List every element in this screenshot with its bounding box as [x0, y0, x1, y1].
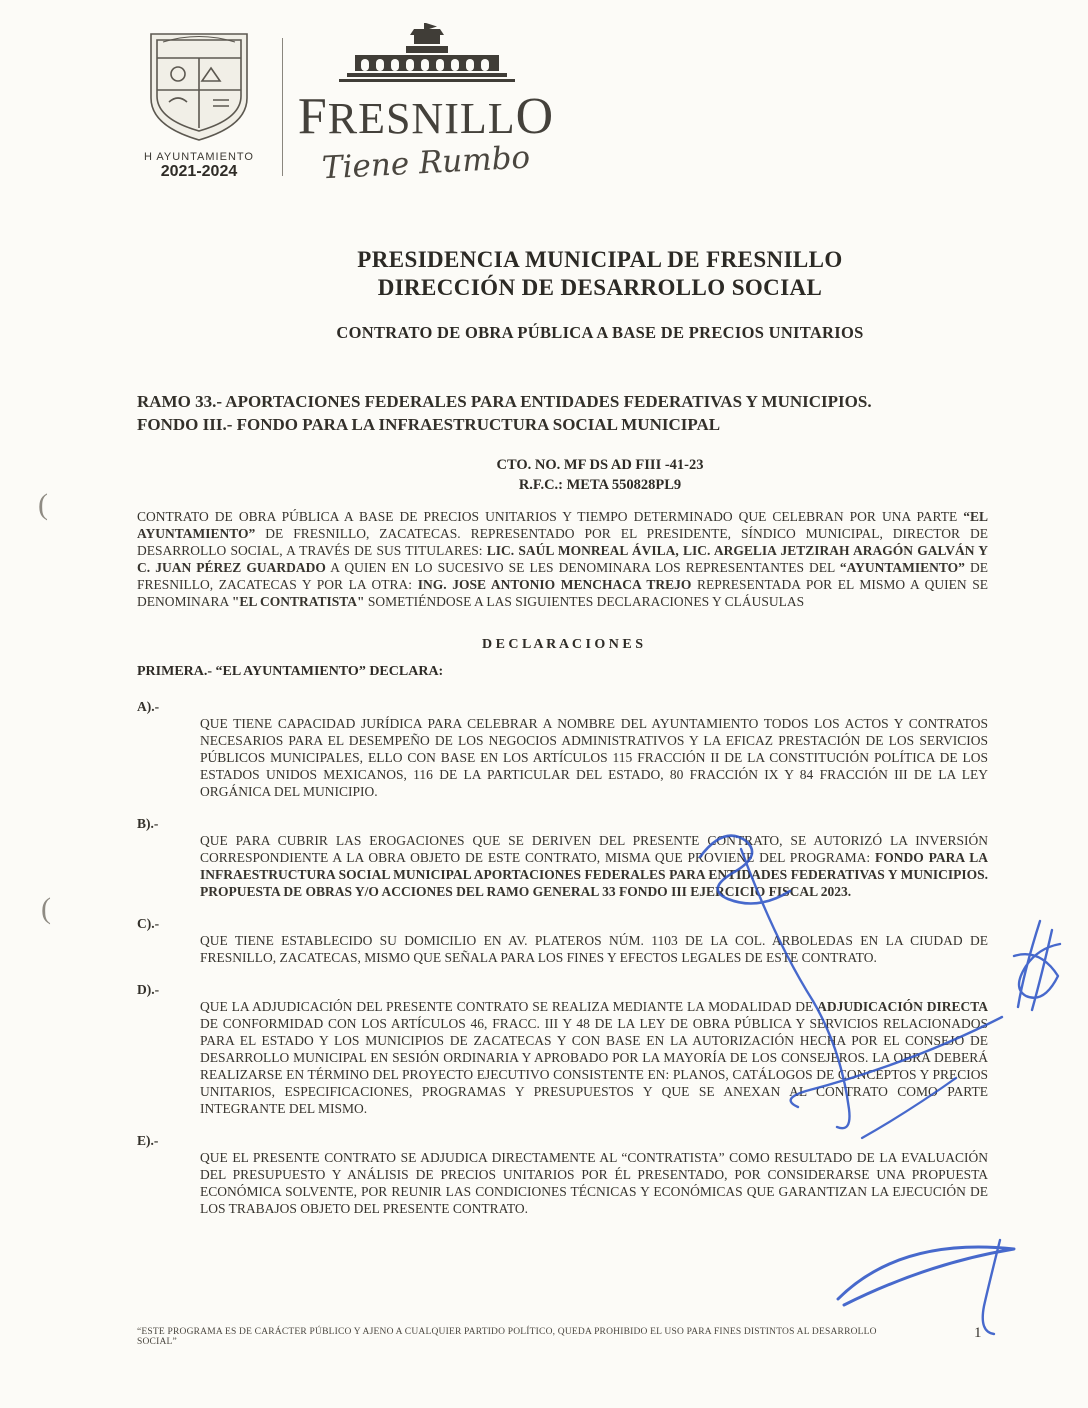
contract-rfc: R.F.C.: META 550828PL9 — [518, 477, 682, 493]
document-title — [112, 246, 1088, 302]
header-divider — [282, 38, 283, 176]
section-body: QUE TIENE ESTABLECIDO SU DOMICILIO EN AV. PLATEROS NÚM. 1103 DE LA COL. ARBOLEDAS EN LA CIUDAD DE FRESNILLO, ZACATECAS, MISMO QUE SEÑALA PARA LOS FINES Y EFECTOS LEGALES DE ESTE CONTRATO. — [200, 933, 988, 965]
section-c — [137, 915, 988, 966]
signature-flourish — [838, 1247, 1014, 1305]
section-label: E).- — [137, 1133, 159, 1148]
scan-artifact-paren: ( — [41, 892, 51, 925]
crest-icon — [143, 28, 255, 144]
section-a — [137, 698, 988, 800]
program-line-2: FONDO III.- FONDO PARA LA INFRAESTRUCTURA SOCIAL MUNICIPAL — [137, 415, 721, 434]
footer-disclaimer: “ESTE PROGRAMA ES DE CARÁCTER PÚBLICO Y AJENO A CUALQUIER PARTIDO POLÍTICO, QUEDA PROHIBIDO EL USO PARA FINES DISTINTOS AL DESARROLLO SOCIAL” — [137, 1327, 877, 1347]
program-heading — [137, 390, 1017, 436]
title-line-1: PRESIDENCIA MUNICIPAL DE FRESNILLO — [357, 247, 843, 272]
section-label: D).- — [137, 982, 160, 997]
section-body: QUE TIENE CAPACIDAD JURÍDICA PARA CELEBRAR A NOMBRE DEL AYUNTAMIENTO TODOS LOS ACTOS Y CONTRATOS NECESARIOS PARA EL DESEMPEÑO DE LOS NEGOCIOS ADMINISTRATIVOS Y LA EFICAZ PRESTACIÓN DE LOS SERVICIOS PÚBLICOS MUNICIPALES, ELLO CON BASE EN LOS ARTÍCULOS 115 FRACCIÓN II DE LA CONSTITUCIÓN POLÍTICA DE LOS ESTADOS UNIDOS MEXICANOS, 116 DE LA PARTICULAR DEL ESTADO, 80 FRACCIÓN IX Y 84 FRACCIÓN III DE LA LEY ORGÁNICA DEL MUNICIPIO. — [200, 716, 988, 799]
program-line-1: RAMO 33.- APORTACIONES FEDERALES PARA ENTIDADES FEDERATIVAS Y MUNICIPIOS. — [137, 392, 872, 411]
section-label: A).- — [137, 699, 160, 714]
section-label: C).- — [137, 916, 160, 931]
section-body: QUE EL PRESENTE CONTRATO SE ADJUDICA DIRECTAMENTE AL “CONTRATISTA” COMO RESULTADO DE LA EVALUACIÓN DEL PRESUPUESTO Y ANÁLISIS DE PRECIOS UNITARIOS POR ÉL PRESENTADO, POR CONSIDERARSE UNA PROPUESTA ECONÓMICA SOLVENTE, POR REUNIR LAS CONDICIONES TÉCNICAS Y ECONÓMICAS QUE GARANTIZAN LA EJECUCIÓN DE LOS TRABAJOS OBJETO DEL PRESENTE CONTRATO. — [200, 1150, 988, 1216]
declaration-sections — [137, 698, 988, 1217]
municipal-crest — [124, 28, 274, 181]
declarations-heading: D E C L A R A C I O N E S — [481, 637, 644, 652]
page-number: 1 — [974, 1325, 982, 1341]
logo-tagline: Tiene Rumbo — [321, 139, 531, 187]
section-d — [137, 981, 988, 1117]
section-e — [137, 1132, 988, 1217]
document-subtitle: CONTRATO DE OBRA PÚBLICA A BASE DE PRECIOS UNITARIOS — [336, 323, 864, 342]
intro-paragraph: CONTRATO DE OBRA PÚBLICA A BASE DE PRECIOS UNITARIOS Y TIEMPO DETERMINADO QUE CELEBRAN POR UNA PARTE “EL AYUNTAMIENTO” DE FRESNILLO, ZACATECAS. REPRESENTADO POR EL PRESIDENTE, SÍNDICO MUNICIPAL, DIRECTOR DE DESARROLLO SOCIAL, A TRAVÉS DE SUS TITULARES: LIC. SAÚL MONREAL ÁVILA, LIC. ARGELIA JETZIRAH ARAGÓN GALVÁN Y C. JUAN PÉREZ GUARDADO A QUIEN EN LO SUCESIVO SE LES DENOMINARA LOS REPRESENTANTES DEL “AYUNTAMIENTO” DE FRESNILLO, ZACATECAS Y POR LA OTRA: ING. JOSE ANTONIO MENCHACA TREJO REPRESENTADA POR EL MISMO A QUIEN SE DENOMINARA "EL CONTRATISTA" SOMETIÉNDOSE A LAS SIGUIENTES DECLARACIONES Y CLÁUSULAS — [137, 509, 988, 609]
section-body: QUE LA ADJUDICACIÓN DEL PRESENTE CONTRATO SE REALIZA MEDIANTE LA MODALIDAD DE ADJUDICACIÓN DIRECTA DE CONFORMIDAD CON LOS ARTÍCULOS 46, FRACC. III Y 48 DE LA LEY DE OBRA PÚBLICA Y SERVICIOS RELACIONADOS PARA EL ESTADO Y LOS MUNICIPIOS DE ZACATECAS Y CON BASE EN LA AUTORIZACIÓN HECHA POR EL CONSEJO DE DESARROLLO MUNICIPAL EN SESIÓN ORDINARIA Y APROBADO POR LA MAYORÍA DE LOS CONSEJEROS. LA OBRA DEBERÁ REALIZARSE EN TÉRMINO DEL PROYECTO EJECUTIVO CONSISTENTE EN: PLANOS, CATÁLOGOS DE CONCEPTOS Y PRECIOS UNITARIOS, ESPECIFICACIONES, PROGRAMAS Y PRESUPUESTOS Y QUE SE ANEXAN AL CONTRATO COMO PARTE INTEGRANTE DEL MISMO. — [200, 999, 988, 1116]
title-line-2: DIRECCIÓN DE DESARROLLO SOCIAL — [377, 275, 823, 300]
section-b — [137, 815, 988, 900]
section-body: QUE PARA CUBRIR LAS EROGACIONES QUE SE DERIVEN DEL PRESENTE CONTRATO, SE AUTORIZÓ LA INVERSIÓN CORRESPONDIENTE A LA OBRA OBJETO DE ESTE CONTRATO, MISMA QUE PROVIENE DEL PROGRAMA: FONDO PARA LA INFRAESTRUCTURA SOCIAL MUNICIPAL APORTACIONES FEDERALES PARA ENTIDADES FEDERATIVAS Y MUNICIPIOS. PROPUESTA DE OBRAS Y/O ACCIONES DEL RAMO GENERAL 33 FONDO III EJERCICIO FISCAL 2023. — [200, 833, 988, 899]
contract-reference — [112, 455, 1088, 495]
fresnillo-logo — [296, 22, 556, 187]
primera-heading: PRIMERA.- “EL AYUNTAMIENTO” DECLARA: — [137, 664, 444, 679]
building-icon — [327, 22, 525, 84]
crest-period: 2021-2024 — [160, 163, 238, 180]
section-label: B).- — [137, 816, 159, 831]
logo-wordmark: FRESNILLO — [297, 88, 555, 145]
crest-caption: H AYUNTAMIENTO — [144, 151, 254, 163]
scan-artifact-paren: ( — [38, 488, 48, 521]
signature-initials — [1014, 921, 1060, 1010]
signature-flourish-stroke — [983, 1240, 1000, 1334]
contract-number: CTO. NO. MF DS AD FIII -41-23 — [496, 457, 704, 473]
